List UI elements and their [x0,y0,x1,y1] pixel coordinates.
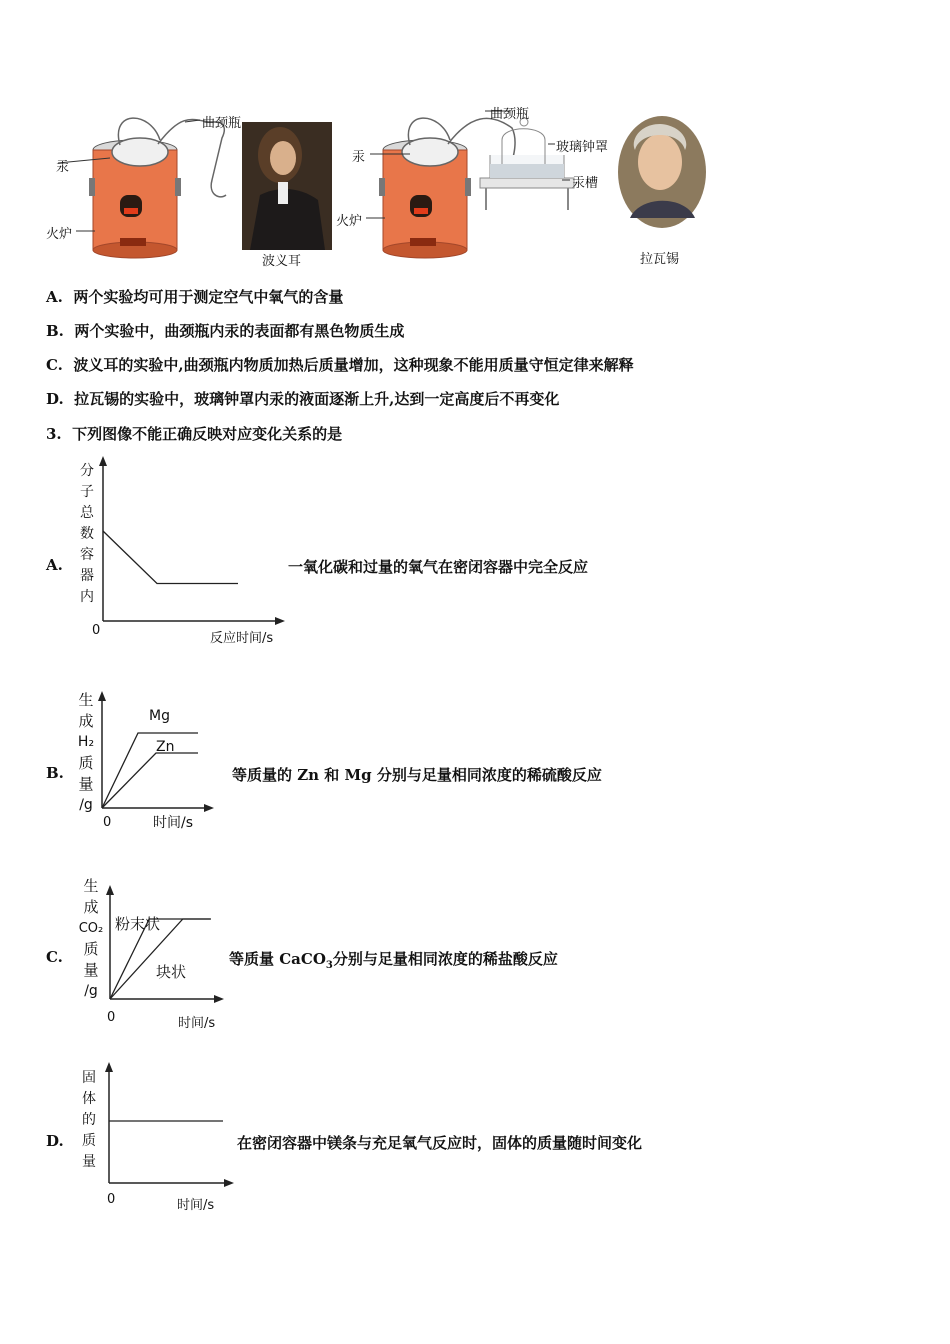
ylabel-unit: /g [84,983,98,999]
q3-option-d-key: D. [46,1132,64,1150]
label-trough: 汞槽 [572,176,599,191]
desc-subscript: 3 [325,960,333,971]
desc-part: 等质量 CaCO [229,950,326,968]
graph-a [95,456,295,636]
graph-c-x-arrow [214,995,224,1003]
label-flask-left: 曲颈瓶 [202,116,242,131]
experiment-drawing [40,100,720,270]
graph-c [104,884,234,1006]
option-text: 两个实验中，曲颈瓶内汞的表面都有黑色物质生成 [74,322,405,340]
option-key: D. [46,390,64,408]
q2-option-a [46,286,343,307]
option-key: A. [46,288,63,306]
ylabel-part: 生成 [83,877,99,916]
graph-d-xlabel: 时间/s [177,1198,215,1213]
graph-a-y-arrow [99,456,107,466]
ylabel-formula: CO₂ [78,921,104,936]
graph-c-label-powder: 粉末状 [115,915,161,933]
trough-drawing [480,118,574,210]
graph-c-description [229,948,558,971]
graph-c-xlabel: 时间/s [178,1016,216,1031]
graph-d-x-arrow [224,1179,234,1187]
graph-b-origin: 0 [103,815,112,830]
ylabel-part: 生成 [78,691,94,730]
desc-part: 分别与足量相同浓度的稀盐酸反应 [332,950,558,968]
graph-d-description: 在密闭容器中镁条与充足氧气反应时，固体的质量随时间变化 [237,1134,643,1152]
option-text: 拉瓦锡的实验中，玻璃钟罩内汞的液面逐渐上升,达到一定高度后不再变化 [74,390,560,408]
graph-d-origin: 0 [107,1192,116,1207]
label-flask-right: 曲颈瓶 [490,107,530,122]
graph-b-xlabel: 时间/s [153,815,194,831]
label-furnace-left: 火炉 [46,227,73,242]
ylabel-unit: /g [79,797,93,813]
graph-b-label-mg: Mg [149,708,170,724]
label-mercury-left: 汞 [56,160,70,175]
question-text: 下列图像不能正确反映对应变化关系的是 [72,425,343,443]
graph-a-x-arrow [275,617,285,625]
graph-b-series-zn [102,753,198,808]
graph-d-y-arrow [105,1062,113,1072]
graph-a-series-line [103,531,238,584]
graph-d-ylabel: 固体的质量 [82,1070,96,1170]
q3-stem [46,423,342,444]
graph-b-y-arrow [98,691,106,701]
question-number: 3. [46,425,62,443]
graph-c-y-arrow [106,885,114,895]
q3-option-c-key: C. [46,948,63,966]
label-furnace-right: 火炉 [336,214,363,229]
graph-a-description: 一氧化碳和过量的氧气在密闭容器中完全反应 [288,558,589,576]
option-key: C. [46,356,63,374]
label-lavoisier: 拉瓦锡 [640,252,680,267]
q3-option-a-key: A. [46,556,63,574]
q2-option-c [46,354,634,375]
q2-option-d [46,388,559,409]
graph-b-series-mg [102,733,198,808]
option-key: B. [46,322,64,340]
graph-b-label-zn: Zn [156,739,175,755]
graph-b-description: 等质量的 Zn 和 Mg 分别与足量相同浓度的稀硫酸反应 [232,766,602,784]
label-mercury-right: 汞 [352,150,366,165]
graph-c-label-block: 块状 [156,963,187,981]
graph-c-ylabel [76,876,106,1002]
ylabel-part: 质量 [83,940,99,979]
graph-d [102,1060,242,1190]
graph-a-ylabel: 分子总数容器内 [80,463,94,605]
label-bell-jar: 玻璃钟罩 [556,140,609,155]
lavoisier-portrait [618,116,706,228]
experiment-figure [40,100,720,270]
graph-a-origin: 0 [92,623,101,638]
graph-c-origin: 0 [107,1010,116,1025]
ylabel-formula: H₂ [77,734,95,750]
ylabel-part: 质量 [78,754,94,793]
graph-a-xlabel: 反应时间/s [210,631,274,646]
q3-option-b-key: B. [46,764,64,782]
q2-option-b [46,320,404,341]
option-text: 两个实验均可用于测定空气中氧气的含量 [73,288,344,306]
graph-b-x-arrow [204,804,214,812]
option-text: 波义耳的实验中,曲颈瓶内物质加热后质量增加，这种现象不能用质量守恒定律来解释 [73,356,634,374]
label-boyle: 波义耳 [262,254,302,269]
boyle-portrait [242,122,332,250]
graph-b-ylabel [75,690,97,816]
